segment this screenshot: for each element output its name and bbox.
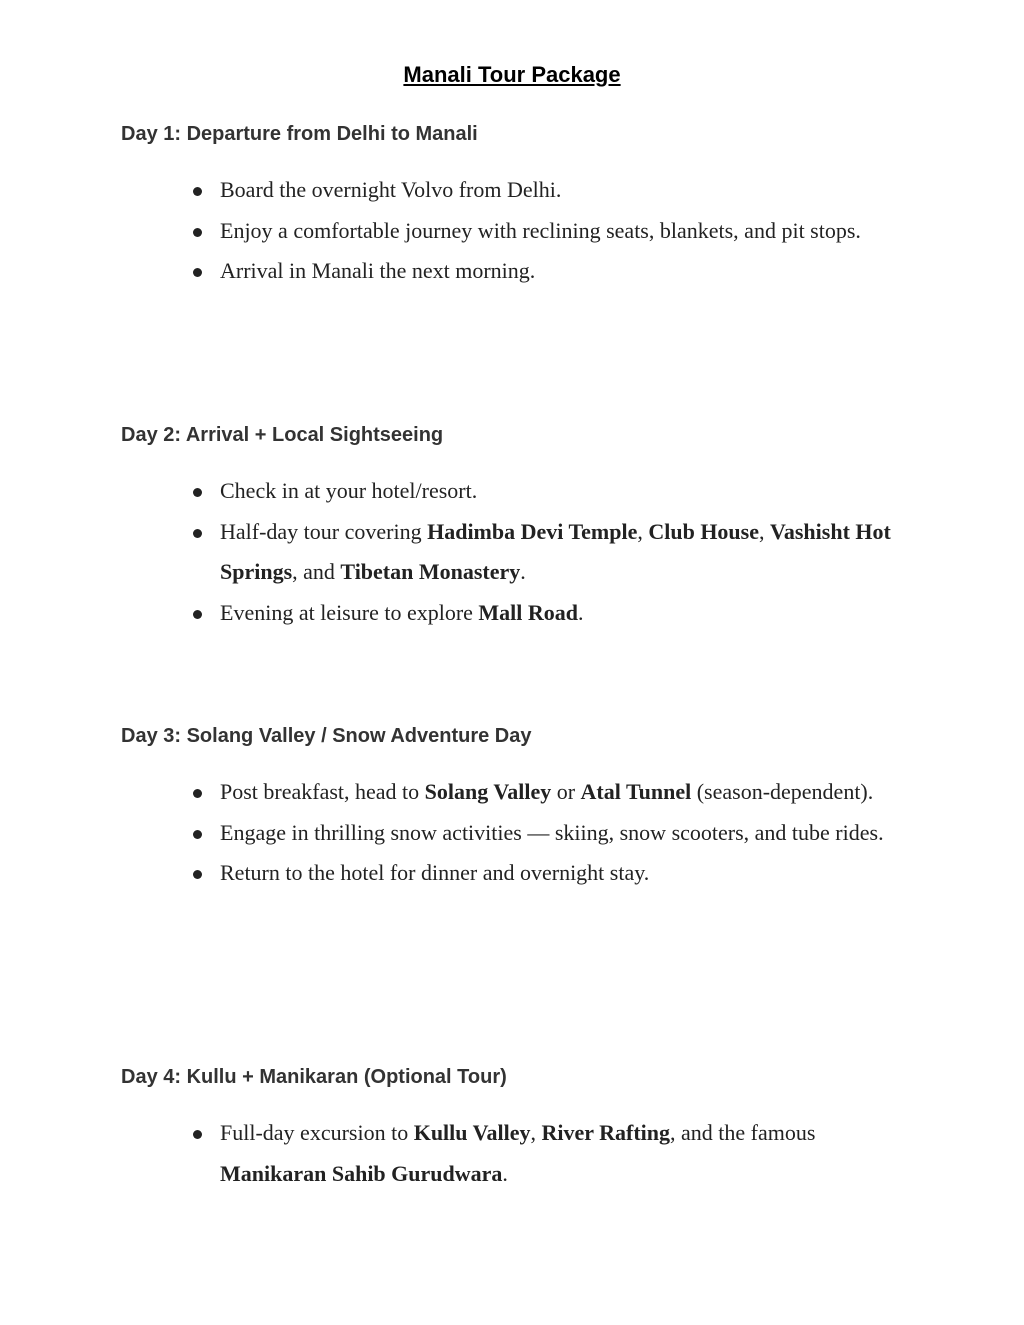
list-item: Return to the hotel for dinner and overnight stay. <box>0 853 910 894</box>
highlighted-place: River Rafting <box>541 1120 671 1145</box>
bullet-dot-icon <box>193 610 202 619</box>
highlighted-place: Hadimba Devi Temple <box>427 518 638 544</box>
list-item: Full-day excursion to Kullu Valley, River Rafting, and the famous Manikaran Sahib Gurudwara. <box>0 1113 910 1194</box>
bullet-dot-icon <box>193 529 202 538</box>
bullet-dot-icon <box>193 870 202 879</box>
highlighted-place: Atal Tunnel <box>580 779 692 804</box>
list-item: Post breakfast, head to Solang Valley or Atal Tunnel (season-dependent). <box>0 772 910 813</box>
bullet-dot-icon <box>193 268 202 277</box>
bullet-list <box>0 1113 1024 1194</box>
day-heading: Day 3: Solang Valley / Snow Adventure Day <box>121 725 532 747</box>
list-item: Arrival in Manali the next morning. <box>0 251 910 292</box>
list-item: Evening at leisure to explore Mall Road. <box>0 593 910 634</box>
bullet-list <box>0 170 1024 292</box>
document-title: Manali Tour Package <box>403 62 621 87</box>
list-item: Board the overnight Volvo from Delhi. <box>0 170 910 211</box>
bullet-dot-icon <box>193 488 202 497</box>
bullet-dot-icon <box>193 1130 202 1139</box>
list-item: Engage in thrilling snow activities — skiing, snow scooters, and tube rides. <box>0 813 910 854</box>
highlighted-place: Kullu Valley <box>413 1120 531 1145</box>
highlighted-place: Vashisht Hot Springs <box>220 518 891 584</box>
highlighted-place: Club House <box>648 518 759 544</box>
day-heading: Day 2: Arrival + Local Sightseeing <box>121 424 444 446</box>
bullet-dot-icon <box>193 789 202 798</box>
bullet-dot-icon <box>193 830 202 839</box>
list-item: Enjoy a comfortable journey with reclining seats, blankets, and pit stops. <box>0 211 910 252</box>
bullet-dot-icon <box>193 228 202 237</box>
highlighted-place: Mall Road <box>478 599 579 625</box>
highlighted-place: Solang Valley <box>424 779 552 804</box>
day-heading: Day 4: Kullu + Manikaran (Optional Tour) <box>121 1066 507 1088</box>
bullet-dot-icon <box>193 187 202 196</box>
list-item: Half-day tour covering Hadimba Devi Temple, Club House, Vashisht Hot Springs, and Tibetan Monastery. <box>0 512 910 593</box>
list-item: Check in at your hotel/resort. <box>0 471 910 512</box>
bullet-list <box>0 471 1024 633</box>
day-heading: Day 1: Departure from Delhi to Manali <box>121 123 478 145</box>
highlighted-place: Tibetan Monastery <box>340 559 521 584</box>
highlighted-place: Manikaran Sahib Gurudwara <box>220 1160 503 1186</box>
bullet-list <box>0 772 1024 894</box>
